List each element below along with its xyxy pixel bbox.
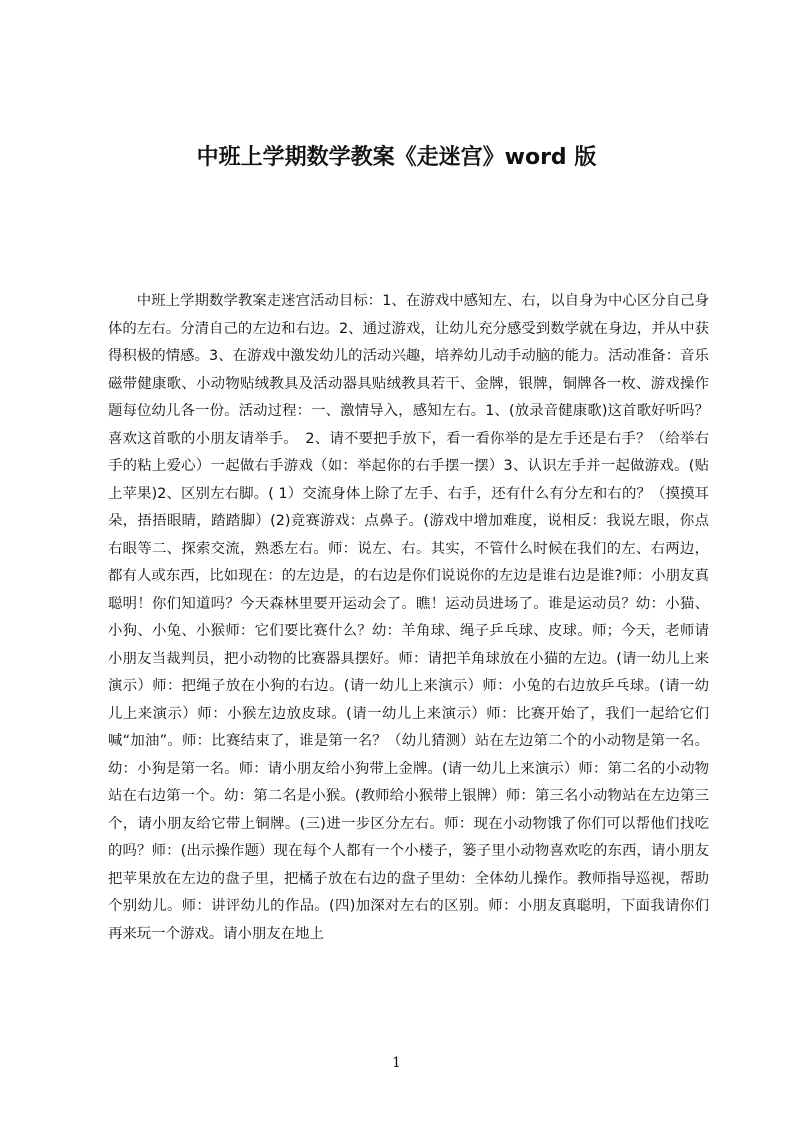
document-body	[108, 288, 709, 948]
body-paragraph: 中班上学期数学教案走迷宫活动目标：1、在游戏中感知左、右，以自身为中心区分自己身体的左右。分清自己的左边和右边。2、通过游戏，让幼儿充分感受到数学就在身边，并从中获得积极的情感。3、在游戏中激发幼儿的活动兴趣，培养幼儿动手动脑的能力。活动准备：音乐磁带健康歌、小动物贴绒教具及活动器具贴绒教具若干、金牌，银牌，铜牌各一枚、游戏操作题每位幼儿各一份。活动过程：一、激情导入，感知左右。1、(放录音健康歌)这首歌好听吗？喜欢这首歌的小朋友请举手。 2、请不要把手放下，看一看你举的是左手还是右手？（给举右手的粘上爱心）一起做右手游戏（如：举起你的右手摆一摆）3、认识左手并一起做游戏。(贴上苹果)2、区别左右脚。( 1）交流身体上除了左手、右手，还有什么有分左和右的？（摸摸耳朵，捂捂眼睛，踏踏脚）(2)竞赛游戏：点鼻子。(游戏中增加难度，说相反：我说左眼，你点右眼等二、探索交流，熟悉左右。师：说左、右。其实，不管什么时候在我们的左、右两边，都有人或东西，比如现在：的左边是，的右边是你们说说你的左边是谁右边是谁?师：小朋友真聪明！你们知道吗？今天森林里要开运动会了。瞧！运动员进场了。谁是运动员？幼：小猫、小狗、小兔、小猴师：它们要比赛什么？幼：羊角球、绳子乒乓球、皮球。师；今天，老师请小朋友当裁判员，把小动物的比赛器具摆好。师：请把羊角球放在小猫的左边。(请一幼儿上来演示）师：把绳子放在小狗的右边。(请一幼儿上来演示）师：小兔的右边放乒乓球。(请一幼儿上来演示）师：小猴左边放皮球。(请一幼儿上来演示）师：比赛开始了，我们一起给它们喊“加油”。师：比赛结束了，谁是第一名？（幼儿猜测）站在左边第二个的小动物是第一名。幼：小狗是第一名。师：请小朋友给小狗带上金牌。(请一幼儿上来演示）师：第二名的小动物站在右边第一个。幼：第二名是小猴。(教师给小猴带上银牌）师：第三名小动物站在左边第三个，请小朋友给它带上铜牌。(三)进一步区分左右。师：现在小动物饿了你们可以帮他们找吃的吗？师：(出示操作题）现在每个人都有一个小楼子，篓子里小动物喜欢吃的东西，请小朋友把苹果放在左边的盘子里，把橘子放在右边的盘子里幼：全体幼儿操作。教师指导巡视，帮助个别幼儿。师：讲评幼儿的作品。(四)加深对左右的区别。师：小朋友真聪明，下面我请你们再来玩一个游戏。请小朋友在地上	[108, 293, 709, 942]
page-number: 1	[392, 1055, 401, 1071]
document-title: 中班上学期数学教案《走迷宫》word 版	[196, 145, 597, 170]
